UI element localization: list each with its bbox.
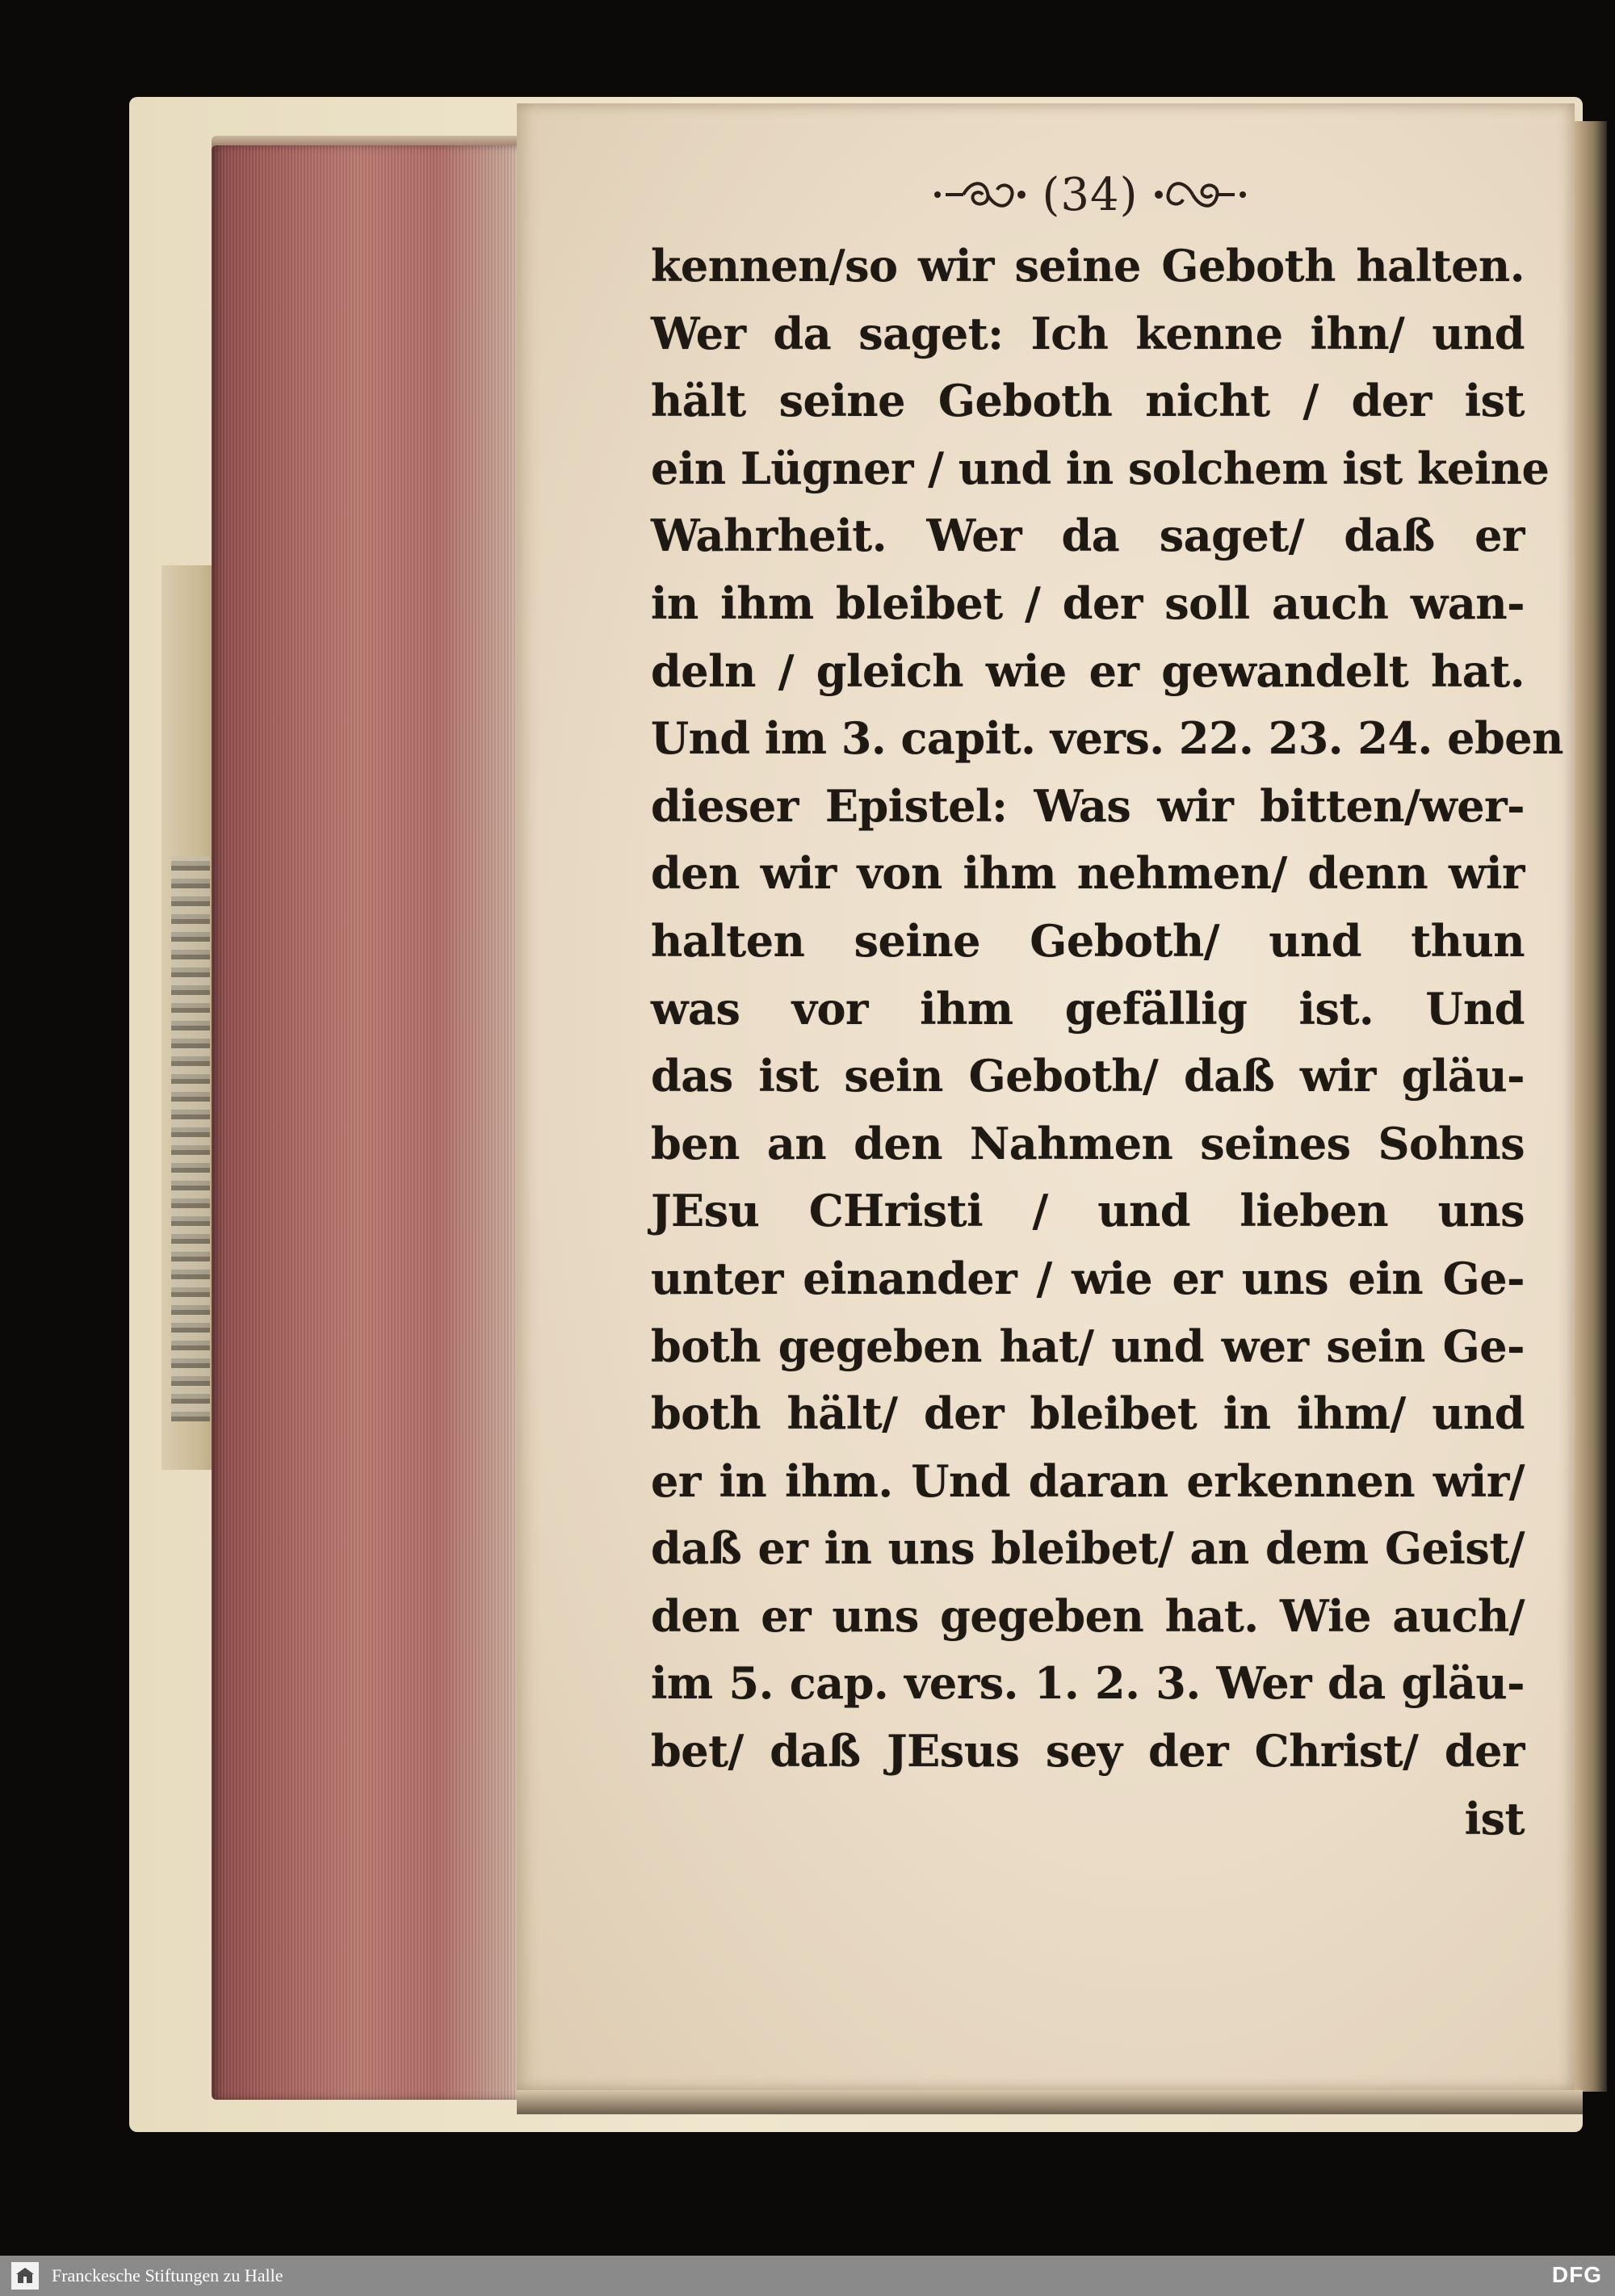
text-line: den er uns gegeben hat. Wie auch/: [651, 1589, 1525, 1642]
left-ornament-icon: [931, 178, 1028, 211]
text-line: das ist sein Geboth/ daß wir gläu-: [651, 1050, 1525, 1102]
text-line: kennen/so wir seine Geboth halten.: [651, 240, 1525, 292]
text-line: Wahrheit. Wer da saget/ daß er: [651, 510, 1525, 562]
page-right-rim: [1575, 121, 1607, 2092]
text-line: Wer da saget: Ich kenne ihn/ und: [651, 307, 1525, 359]
text-line: den wir von ihm nehmen/ denn wir: [651, 847, 1525, 900]
red-page-edges: [212, 145, 535, 2100]
text-line: dieser Epistel: Was wir bitten/wer-: [651, 779, 1525, 832]
text-line: er in ihm. Und daran erkennen wir/: [651, 1454, 1525, 1507]
text-line: ein Lügner / und in solchem ist keine: [651, 442, 1550, 494]
footer-bar: [0, 2256, 1615, 2296]
text-line: Und im 3. capit. vers. 22. 23. 24. eben: [651, 712, 1563, 765]
page-header: [904, 158, 1276, 231]
text-line: was vor ihm gefällig ist. Und: [651, 982, 1525, 1035]
text-line: bet/ daß JEsus sey der Christ/ der: [651, 1725, 1525, 1778]
page-bottom-rim: [517, 2090, 1583, 2114]
text-line: daß er in uns bleibet/ an dem Geist/: [651, 1522, 1525, 1575]
text-line: im 5. cap. vers. 1. 2. 3. Wer da gläu-: [651, 1657, 1525, 1710]
text-line: unter einander / wie er uns ein Ge-: [651, 1252, 1525, 1304]
cover-pasted-print: [171, 856, 210, 1421]
text-line: both gegeben hat/ und wer sein Ge-: [651, 1320, 1525, 1372]
dfg-logo: DFG: [1551, 2262, 1602, 2287]
text-line: hält seine Geboth nicht / der ist: [651, 375, 1525, 427]
institution-name: Franckesche Stiftungen zu Halle: [52, 2265, 283, 2286]
text-line: halten seine Geboth/ und thun: [651, 914, 1525, 967]
text-line: ben an den Nahmen seines Sohns: [651, 1117, 1525, 1169]
text-line: JEsu CHristi / und lieben uns: [651, 1185, 1525, 1237]
page-number: (34): [1042, 168, 1139, 221]
page-text: [651, 233, 1563, 1853]
text-line: deln / gleich wie er gewandelt hat.: [651, 644, 1525, 697]
right-ornament-icon: [1152, 178, 1249, 211]
text-line: both hält/ der bleibet in ihm/ und: [651, 1387, 1525, 1440]
institution-logo-icon: [11, 2262, 39, 2290]
catchword: ist: [1464, 1792, 1525, 1845]
text-line: in ihm bleibet / der soll auch wan-: [651, 577, 1525, 629]
